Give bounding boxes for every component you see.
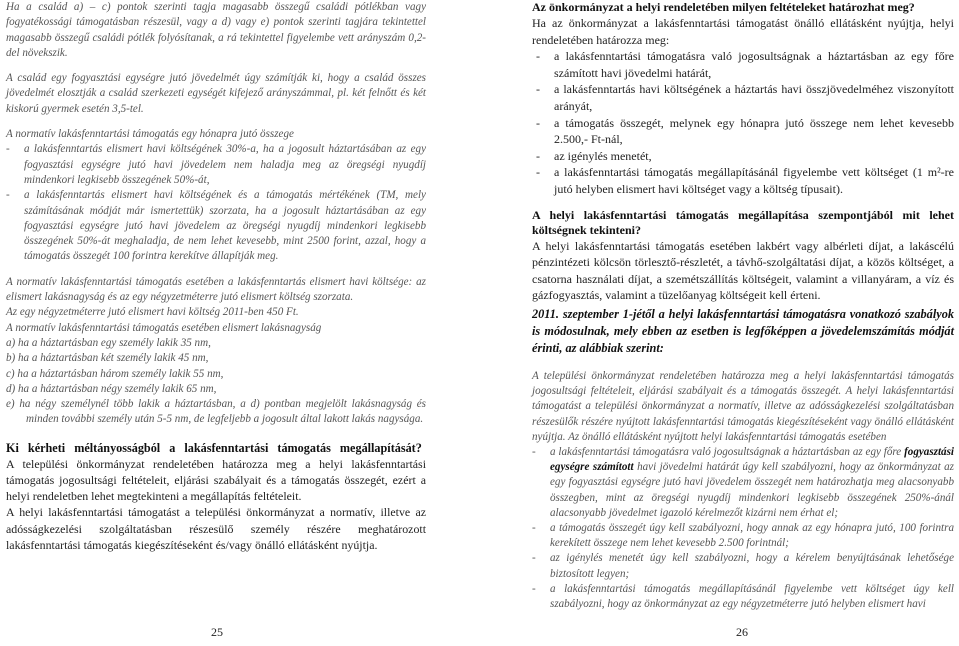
recognized-cost-paragraph: A normatív lakásfenntartási támogatás esetében a lakásfenntartás elismert havi költsége: az elismert lakásnagyság és az egy négyzetméterre jutó elismert költség szorzata. bbox=[6, 275, 426, 304]
normative-amount-item: - a lakásfenntartás elismert havi költségének és a támogatás mértékének (TM, mely számításának módját már ismertettük) szorzata, ha a jogosult háztartásában az egy fogyasztási egységre jutó havi jövedelem az öregségi nyugdíj mindenkori legkisebb összegének 50%-át meghaladja, de nem lehet kevesebb, mint 2500 forint, azzal, hogy a támogatás összegét 100 forintra kerekítve állapítják meg. bbox=[6, 188, 426, 264]
flat-size-item: e) ha négy személynél több lakik a háztartásban, a d) pontban megjelölt lakásnagyság és minden további személy után 5-5 nm, de legfeljebb a jogosult által lakott lakás nagysága. bbox=[6, 398, 426, 426]
september-rule-text-a: a lakásfenntartási támogatásra való jogosultságnak a háztartásban az egy főre bbox=[550, 445, 905, 458]
cost-per-sqm-paragraph: Az egy négyzetméterre jutó elismert havi költség 2011-ben 450 Ft. bbox=[6, 306, 299, 319]
flat-size-item: d) ha a háztartásban négy személy lakik 65 nm, bbox=[6, 382, 217, 395]
equity-heading: Ki kérheti méltányosságból a lakásfenntartási támogatás megállapítását? bbox=[6, 440, 422, 455]
paragraph-consumption-unit: A család egy fogyasztási egységre jutó jövedelmét úgy számítják ki, hogy a család összes jövedelmét elosztják a család szerkezeti egységét kifejező arányszámmal, pl. két felnőtt és két kiskorú gyermek esetén 3,5-tel. bbox=[6, 72, 426, 115]
september-rule-item: - a támogatás összegét úgy kell szabályozni, hogy annak az egy hónapra jutó, 100 forintra kerekített összege nem lehet kevesebb 2.500 forintnál; bbox=[532, 521, 954, 551]
september-rule-item: - a lakásfenntartási támogatásra való jogosultságnak a háztartásban az egy főre fogyasztási egységre számított havi jövedelmi határát úgy kell szabályozni, hogy az önkormányzat az egy fogyasztási egységre jutó havi jövedelem összegét nem határozhatja meg alacsonyabb összegben, mint az öregségi nyugdíj mindenkori legkisebb összegének 250%-ánál alacsonyabb jövedelmet igazoló kérelmezőt kizárni nem érhat el; bbox=[532, 445, 954, 519]
conditions-item: - a lakásfenntartási támogatásra való jogosultságnak a háztartásban az egy főre számított havi jövedelmi határát, bbox=[536, 49, 954, 80]
conditions-item-text: a támogatás összegét, melynek egy hónapra jutó összege nem lehet kevesebb 2.500,- Ft-nál, bbox=[554, 115, 954, 147]
flat-size-title: A normatív lakásfenntartási támogatás esetében elismert lakásnagyság bbox=[6, 321, 322, 334]
conditions-item: - az igénylés menetét, bbox=[536, 148, 954, 165]
cost-heading: A helyi lakásfenntartási támogatás megállapítása szempontjából mit lehet költségnek tekinteni? bbox=[532, 207, 954, 237]
cost-paragraph: A helyi lakásfenntartási támogatás esetében lakbért vagy albérleti díjat, a lakáscélú pénzintézeti kölcsön törlesztő-részletét, a távhő-szolgáltatási díjat, a közös költséget, a csatorna használati díjat, a szemétszállítás költségeit, valamint a villanyáram, a víz és gázfogyasztás, valamint a tüzelőanyag költségeit kell érteni. bbox=[532, 238, 954, 303]
flat-size-item: c) ha a háztartásban három személy lakik 55 nm, bbox=[6, 367, 224, 380]
conditions-item-text: a lakásfenntartási támogatásra való jogosultságnak a háztartásban az egy főre számított havi jövedelmi határát, bbox=[554, 49, 954, 80]
conditions-item-text: az igénylés menetét, bbox=[554, 148, 652, 163]
september-change-heading: 2011. szeptember 1-jétől a helyi lakásfenntartási támogatásra vonatkozó szabályok is módosulnak, mely ebben az esetben is legfőképpen a jövedelemszámítás módját érinti, az alábbiak szerint: bbox=[532, 306, 954, 355]
local-support-supplement-paragraph: A helyi lakásfenntartási támogatást a települési önkormányzat a normatív, illetve az adósságkezelési szolgáltatásban részesülő személy részére meghatározott lakásfenntartási támogatás kiegészítéseként és/vagy önálló ellátásként nyújtja. bbox=[6, 505, 426, 552]
september-rules-paragraph: A települési önkormányzat rendeletében határozza meg a helyi lakásfenntartási támogatás jogosultsági feltételeit, eljárási szabályait és a támogatás összegét. A helyi lakásfenntartási támogatást a települési önkormányzat a normatív, illetve az adósságkezelési szolgáltatásban részesülők részére nyújtott lakásfenntartási támogatás kiegészítéseként vagy önálló ellátásként nyújtja. Az önálló ellátásként nyújtott helyi lakásfenntartási támogatás esetében bbox=[532, 369, 954, 443]
conditions-item-text: a lakásfenntartás havi költségének a háztartás havi összjövedelméhez viszonyított arányát, bbox=[554, 82, 954, 113]
september-rule-item: - az igénylés menetét úgy kell szabályozni, hogy a kérelem benyújtásának lehetősége biztosított legyen; bbox=[532, 551, 954, 581]
right-page bbox=[532, 0, 954, 646]
left-page bbox=[6, 0, 426, 646]
normative-amount-item-text: a lakásfenntartás elismert havi költségének 30%-a, ha a jogosult háztartásában az egy fogyasztási egységre jutó havi jövedelem nem haladja meg az öregségi nyugdíj mindenkori legkisebb összegének 50%-át, bbox=[24, 143, 426, 186]
conditions-item-text: a lakásfenntartási támogatás megállapításánál figyelembe vett költséget (1 m²-re jutó helyben elismert havi költséget vagy a költség típusait). bbox=[554, 165, 954, 196]
page-number: 26 bbox=[736, 625, 748, 639]
september-rule-text: a támogatás összegét úgy kell szabályozni, hogy annak az egy hónapra jutó, 100 forintra kerekített összege nem lehet kevesebb 2.500 forintnál; bbox=[550, 521, 954, 550]
september-rule-item: - a lakásfenntartási támogatás megállapításánál figyelembe vett költséget úgy kell szabályozni, hogy az önkormányzat az egy négyzetméterre jutó helyben elismert havi bbox=[532, 582, 954, 612]
september-rule-emphasis: fogyasztási egységre számított bbox=[550, 445, 954, 474]
local-support-paragraph: A települési önkormányzat rendeletében határozza meg a helyi lakásfenntartási támogatás jogosultsági feltételeit, eljárási szabályait és a támogatás összegét, ezért a helyi rendeletben lehet megtekinteni a megállapítás feltételeit. bbox=[6, 456, 426, 504]
normative-amount-section bbox=[6, 127, 426, 265]
september-rule-text-c: havi jövedelmi határát úgy kell szabályozni, hogy az önkormányzat az egy fogyasztási egységre jutó havi jövedelem összegét nem határozhatja meg alacsonyabb összegben, mint az öregségi nyugdíj mindenkori legkisebb összegének 250%-ánál alacsonyabb jövedelmet igazoló kérelmezőt kizárni nem érhat el; bbox=[550, 461, 954, 519]
flat-size-list bbox=[6, 336, 426, 428]
conditions-item: - a lakásfenntartás havi költségének a háztartás havi összjövedelméhez viszonyított arányát, bbox=[536, 82, 954, 113]
conditions-heading: Az önkormányzat a helyi rendeletében milyen feltételeket határozhat meg? bbox=[532, 0, 915, 14]
september-rule-text: a lakásfenntartási támogatás megállapításánál figyelembe vett költséget úgy kell szabályozni, hogy az önkormányzat az egy négyzetméterre jutó helyben elismert havi bbox=[550, 582, 954, 610]
conditions-list bbox=[532, 48, 954, 197]
page-number: 25 bbox=[211, 625, 223, 639]
september-rule-text: az igénylés menetét úgy kell szabályozni, hogy a kérelem benyújtásának lehetősége biztosított legyen; bbox=[550, 552, 954, 580]
normative-amount-title: A normatív lakásfenntartási támogatás egy hónapra jutó összege bbox=[6, 128, 294, 141]
normative-amount-item-text: a lakásfenntartás elismert havi költségének és a támogatás mértékének (TM, mely számításának módját már ismertettük) szorzata, ha a jogosult háztartásában az egy fogyasztási egységre jutó havi jövedelem az öregségi nyugdíj mindenkori legkisebb összegének 50%-át meghaladja, de nem lehet kevesebb, mint 2500 forint, azzal, hogy a támogatás összegét 100 forintra kerekítve állapítják meg. bbox=[24, 189, 426, 263]
conditions-intro: Ha az önkormányzat a lakásfenntartási támogatást önálló ellátásként nyújtja, helyi rendeletében határozza meg: bbox=[532, 16, 954, 47]
conditions-item: - a lakásfenntartási támogatás megállapításánál figyelembe vett költséget (1 m²-re jutó helyben elismert havi költséget vagy a költség típusait). bbox=[536, 165, 954, 196]
flat-size-item: b) ha a háztartásban két személy lakik 45 nm, bbox=[6, 352, 209, 365]
flat-size-item: a) ha a háztartásban egy személy lakik 35 nm, bbox=[6, 336, 211, 349]
paragraph-family-weighting: Ha a család a) – c) pontok szerinti tagja magasabb összegű családi pótlékban vagy fogyatékossági támogatásban részesül, vagy a d) vagy e) pontok szerinti tagjára tekintettel magasabb összegű családi pótlék folyósítanak, a rá tekintettel figyelembe vett arányszám 0,2-del növekszik. bbox=[6, 1, 426, 59]
conditions-item: - a támogatás összegét, melynek egy hónapra jutó összege nem lehet kevesebb 2.500,- Ft-nál, bbox=[536, 115, 954, 147]
normative-amount-item: - a lakásfenntartás elismert havi költségének 30%-a, ha a jogosult háztartásában az egy fogyasztási egységre jutó havi jövedelem nem haladja meg az öregségi nyugdíj mindenkori legkisebb összegének 50%-át, bbox=[6, 142, 426, 188]
